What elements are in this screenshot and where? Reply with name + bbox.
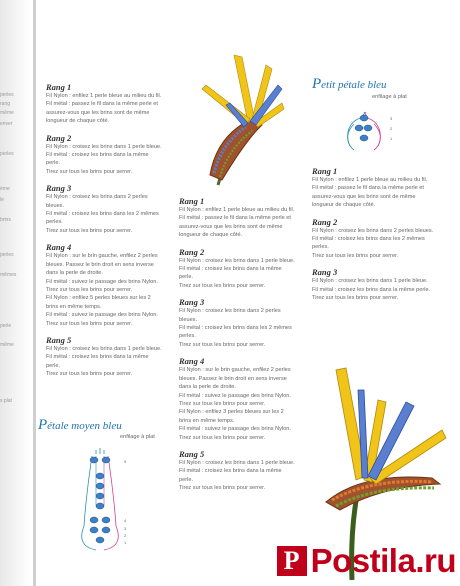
instruction-line: Fil Nylon : croisez les brins dans 1 perle bleue. [46, 143, 162, 150]
margin-fragment: brins [0, 217, 11, 223]
instruction-line: Fil Nylon : croisez les brins dans 2 perles bleues. [46, 194, 148, 209]
rang-heading: Rang 4 [179, 356, 205, 367]
instruction-line: Fil Nylon : enfilez 5 perles bleues sur les 2 brins en même temps. [46, 295, 151, 310]
instruction-line: Fil Nylon : croisez les brins dans 2 perles bleues. [312, 227, 434, 234]
moyen-row-label: 3 [124, 526, 127, 531]
petit-row-label: 2 [390, 126, 393, 131]
petit-row-label: 3 [390, 116, 393, 121]
petit-row-label: 1 [390, 136, 393, 141]
block-gap [179, 442, 297, 447]
petit-petale-title-initial: P [312, 76, 322, 92]
moyen-petale-bead-diagram [66, 446, 146, 556]
moyen-row-label: 5 [124, 459, 127, 464]
book-spine-line [33, 0, 36, 586]
instruction-line: Fil Nylon : croisez les brins dans 1 perle bleue. [179, 459, 295, 466]
margin-fragment: perles [0, 151, 14, 157]
petit-petale-bead-diagram [340, 104, 400, 154]
instruction-line: Tirez sur tous les brins pour serrer. [46, 286, 133, 293]
margin-fragment: perles [0, 92, 14, 98]
moyen-petale-title-rest: étale moyen bleu [47, 420, 122, 432]
margin-fragment: même [0, 342, 14, 348]
postila-logo-text: Postila.ru [310, 542, 456, 579]
postila-watermark [277, 542, 456, 580]
moyen-row-label: 1 [124, 540, 127, 545]
block-gap [46, 126, 164, 131]
rang-heading: Rang 2 [46, 132, 72, 143]
instruction-line: Tirez sur tous les brins pour serrer. [179, 485, 266, 492]
instruction-line: Fil métal : croisez les brins dans les 2 mêmes perles. [46, 211, 159, 226]
instruction-line: Fil Nylon : enfilez 3 perles bleues sur les 2 brins en même temps. [179, 409, 284, 424]
middle-instruction-column [179, 194, 297, 493]
margin-fragment: le [0, 197, 4, 203]
block-gap [179, 240, 297, 245]
rang-heading: Rang 1 [179, 196, 205, 206]
instruction-line: Fil métal : suivez le passage des brins Nylon. [46, 278, 158, 285]
instruction-line: Fil métal : croisez les brins dans la même perle. [312, 286, 431, 293]
rang-heading: Rang 4 [46, 242, 72, 253]
instruction-line: Fil Nylon : enfilez 1 perle bleue au milieu du fil. [46, 93, 162, 99]
instruction-line: Fil métal : croisez les brins dans la même perle. [179, 468, 282, 483]
instruction-line: Fil métal : passez le fil dans la même perle et assurez-vous que les brins sont de même longueur de chaque côté. [46, 101, 158, 125]
rang-heading: Rang 3 [46, 183, 72, 194]
margin-fragment: s plat [0, 398, 12, 404]
instruction-line: Fil métal : suivez le passage des brins Nylon. [179, 392, 291, 399]
postila-logo-box: P [277, 546, 307, 576]
petit-petale-title-rest: etit pétale bleu [321, 79, 387, 91]
right-instruction-column [312, 164, 434, 302]
rang-heading: Rang 1 [312, 166, 338, 176]
instruction-line: Fil Nylon : enfilez 1 perle bleue au milieu du fil. [179, 207, 295, 213]
instruction-line: Tirez sur tous les brins pour serrer. [46, 371, 133, 378]
rang-heading: Rang 5 [179, 448, 205, 459]
instruction-line: Fil Nylon : croisez les brins dans 2 perles bleues. [179, 308, 281, 323]
block-gap [179, 290, 297, 295]
moyen-petale-title [38, 417, 122, 434]
rang-heading: Rang 5 [46, 334, 72, 345]
instruction-line: Fil métal : croisez les brins dans les 2 mêmes perles. [312, 236, 425, 251]
moyen-row-label: 4 [124, 518, 127, 523]
instruction-line: Tirez sur tous les brins pour serrer. [312, 295, 399, 302]
block-gap [179, 349, 297, 354]
petit-petale-subtitle: enfilage à plat [372, 94, 407, 100]
instruction-line: Fil Nylon : enfilez 1 perle bleue au milieu du fil. [312, 177, 428, 183]
margin-fragment: mêmes [0, 272, 17, 278]
instruction-line: Tirez sur tous les brins pour serrer. [46, 320, 133, 327]
instruction-line: Fil Nylon : croisez les brins dans 1 perle bleue. [312, 278, 428, 285]
instruction-line: Fil métal : croisez les brins dans la même perle. [179, 266, 282, 281]
block-gap [312, 210, 434, 215]
rang-heading: Rang 2 [179, 246, 205, 257]
instruction-line: Fil métal : croisez les brins dans la même perle. [46, 152, 149, 167]
margin-fragment: rang [0, 101, 11, 107]
book-spine-shadow [0, 0, 30, 586]
rang-heading: Rang 1 [46, 82, 72, 92]
instruction-line: Tirez sur tous les brins pour serrer. [46, 227, 133, 234]
instruction-line: Fil métal : croisez les brins dans la même perle. [46, 354, 149, 369]
block-gap [46, 235, 164, 240]
petit-petale-title [312, 76, 387, 93]
margin-fragment: perles [0, 252, 14, 258]
rang-heading: Rang 3 [179, 297, 205, 308]
rang-heading: Rang 3 [312, 267, 338, 278]
block-gap [46, 176, 164, 181]
instruction-line: Fil métal : suivez le passage des brins Nylon. [179, 426, 291, 433]
margin-fragment: ème [0, 186, 10, 192]
margin-fragment: même [0, 110, 14, 116]
instruction-line: Tirez sur tous les brins pour serrer. [179, 400, 266, 407]
margin-fragment: enver [0, 121, 13, 127]
block-gap [312, 260, 434, 265]
margin-fragment: perle [0, 323, 12, 329]
instruction-line: Tirez sur tous les brins pour serrer. [179, 282, 266, 289]
instruction-line: Tirez sur tous les brins pour serrer. [179, 434, 266, 441]
left-instruction-column [46, 80, 164, 379]
instruction-line: Tirez sur tous les brins pour serrer. [312, 252, 399, 259]
instruction-line: Fil Nylon : croisez les brins dans 1 perle bleue. [46, 345, 162, 352]
instruction-line: Fil Nylon : sur le brin gauche, enfilez 2 perles bleues. Passez le brin droit en sens inverse dans la perle de droite. [46, 253, 158, 277]
bird-of-paradise-flower-photo-top [196, 45, 296, 195]
instruction-line: Fil Nylon : sur le brin gauche, enfilez 2 perles bleues. Passez le brin droit en sens inverse dans la perle de droite. [179, 367, 291, 391]
instruction-line: Fil Nylon : croisez les brins dans 1 perle bleue. [179, 257, 295, 264]
instruction-line: Fil métal : passez le fil dans la même perle et assurez-vous que les brins sont de même longueur de chaque côté. [312, 185, 424, 209]
moyen-petale-title-initial: P [38, 417, 48, 433]
rang-heading: Rang 2 [312, 216, 338, 227]
instruction-line: Fil métal : suivez le passage des brins Nylon. [46, 312, 158, 319]
moyen-row-label: 2 [124, 533, 127, 538]
instruction-line: Fil métal : passez le fil dans la même perle et assurez-vous que les brins sont de même longueur de chaque côté. [179, 215, 291, 239]
instruction-line: Tirez sur tous les brins pour serrer. [179, 341, 266, 348]
block-gap [46, 328, 164, 333]
instruction-line: Tirez sur tous les brins pour serrer. [46, 168, 133, 175]
instruction-line: Fil métal : croisez les brins dans les 2 mêmes perles. [179, 325, 292, 340]
moyen-petale-subtitle: enfilage à plat [120, 434, 155, 440]
